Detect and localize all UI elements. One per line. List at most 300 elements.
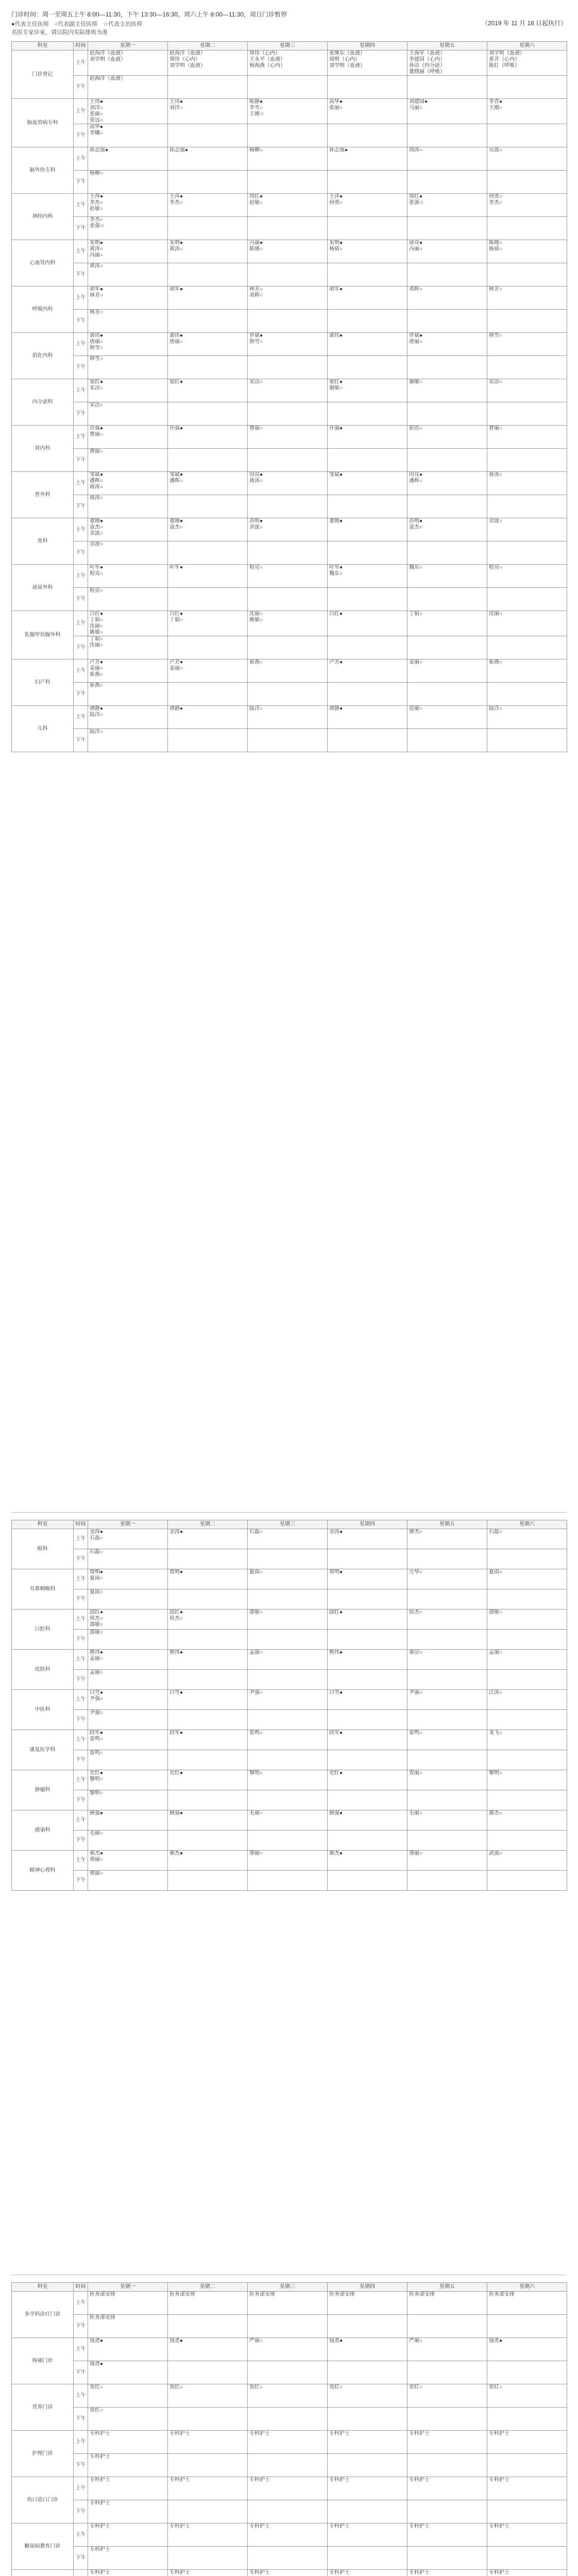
schedule-row xyxy=(12,1790,567,1810)
department-name: 多学科诊疗门诊 xyxy=(12,2292,74,2338)
doctor-cell xyxy=(88,426,168,449)
doctor-entry: 史红● xyxy=(169,1770,183,1776)
doctor-entry: 卢芳● xyxy=(90,659,104,665)
doctor-cell xyxy=(168,240,248,263)
doctor-cell xyxy=(487,1710,567,1730)
session-label: 下午 xyxy=(74,1750,88,1770)
doctor-cell xyxy=(487,2408,567,2431)
doctor-cell xyxy=(487,1549,567,1569)
doctor-cell xyxy=(328,2292,407,2315)
doctor-entry: 专科护士 xyxy=(169,2570,190,2575)
session-label: 上午 xyxy=(74,2431,88,2454)
doctor-entry: 赵敏○ xyxy=(249,200,263,206)
doctor-entry: 尹强○ xyxy=(409,1690,423,1696)
session-label xyxy=(74,2570,88,2576)
doctor-cell xyxy=(168,2547,248,2570)
doctor-entry: 专科护士 xyxy=(409,2477,430,2483)
doctor-cell xyxy=(328,1569,407,1589)
department-name: 伤口造口门诊 xyxy=(12,2477,74,2523)
doctor-cell xyxy=(168,263,248,286)
doctor-entry: 贺丽○ xyxy=(409,1770,423,1776)
doctor-entry: 专科护士 xyxy=(249,2570,270,2575)
doctor-entry: 姜丽○ xyxy=(409,659,423,665)
doctor-cell xyxy=(248,541,328,565)
doctor-cell xyxy=(248,1750,328,1770)
doctor-cell xyxy=(407,495,487,518)
doctor-entry: 吴波○ xyxy=(489,147,503,153)
schedule-table-nursing xyxy=(11,2282,567,2576)
doctor-cell xyxy=(328,706,407,729)
doctor-entry: 钱勇● xyxy=(169,2338,183,2344)
schedule-row xyxy=(12,2315,567,2338)
doctor-entry: 蒋涛○ xyxy=(90,484,104,490)
session-label: 下午 xyxy=(74,495,88,518)
doctor-cell xyxy=(168,171,248,194)
doctor-cell xyxy=(248,356,328,379)
doctor-cell xyxy=(88,2500,168,2523)
doctor-entry: 丁娟○ xyxy=(90,617,104,623)
doctor-entry: 崔燕○ xyxy=(90,672,104,677)
doctor-entry: 李雪○ xyxy=(249,105,263,111)
doctor-entry: 王伟● xyxy=(169,99,183,105)
doctor-cell xyxy=(168,518,248,541)
department-name: 乳腺甲状腺外科 xyxy=(12,611,74,659)
doctor-entry: 尹强○ xyxy=(249,1690,263,1696)
doctor-cell xyxy=(328,1730,407,1750)
doctor-entry: 何勇○ xyxy=(329,200,343,206)
column-header: 星期六 xyxy=(487,1520,567,1529)
doctor-cell xyxy=(407,263,487,286)
column-header: 星期二 xyxy=(168,2283,248,2292)
department-name: 普外科 xyxy=(12,472,74,518)
doctor-cell xyxy=(407,1569,487,1589)
doctor-cell xyxy=(407,1670,487,1690)
schedule-row xyxy=(12,449,567,472)
doctor-cell xyxy=(487,99,567,124)
doctor-entry: 张强☆ xyxy=(409,200,424,206)
doctor-entry: 侯杰○ xyxy=(90,1616,104,1621)
session-label: 上午 xyxy=(74,1569,88,1589)
doctor-entry: 朱明● xyxy=(329,240,343,246)
doctor-cell xyxy=(407,1790,487,1810)
doctor-cell xyxy=(88,2570,168,2576)
schedule-row xyxy=(12,2384,567,2408)
doctor-entry: 郭伟● xyxy=(329,333,343,338)
doctor-cell xyxy=(328,565,407,588)
doctor-cell xyxy=(88,588,168,611)
doctor-entry: 孟丽○ xyxy=(489,1650,503,1655)
doctor-cell xyxy=(487,50,567,76)
doctor-entry: 刘洋○ xyxy=(169,105,183,111)
doctor-entry: 郑伟（心内） xyxy=(249,50,280,56)
doctor-entry: 武强○ xyxy=(489,1851,503,1856)
doctor-cell xyxy=(407,2500,487,2523)
doctor-cell xyxy=(88,2454,168,2477)
doctor-entry: 江涛○ xyxy=(489,1690,503,1696)
doctor-cell xyxy=(248,1529,328,1549)
schedule-row xyxy=(12,1851,567,1871)
doctor-entry: 专科护士 xyxy=(489,2570,509,2575)
doctor-cell xyxy=(168,611,248,636)
doctor-entry: 孟丽○ xyxy=(249,1650,263,1655)
doctor-entry: 邱红● xyxy=(169,1609,183,1615)
session-label: 下午 xyxy=(74,729,88,752)
doctor-cell xyxy=(407,356,487,379)
doctor-cell xyxy=(407,2361,487,2384)
doctor-cell xyxy=(407,611,487,636)
doctor-entry: 杨柳○ xyxy=(249,147,263,153)
doctor-cell xyxy=(487,1529,567,1549)
doctor-cell xyxy=(407,240,487,263)
doctor-cell xyxy=(88,310,168,333)
doctor-entry: 林芳○ xyxy=(90,293,104,298)
doctor-cell xyxy=(407,2523,487,2547)
doctor-entry: 姜丽○ xyxy=(90,666,104,671)
doctor-cell xyxy=(248,1650,328,1670)
doctor-entry: 谢敏○ xyxy=(329,385,343,391)
doctor-entry: 钱勇● xyxy=(489,2338,503,2344)
doctor-entry: 石磊○ xyxy=(489,1529,503,1535)
session-label: 上午 xyxy=(74,1529,88,1549)
schedule-row xyxy=(12,1609,567,1630)
doctor-entry: 常红○ xyxy=(90,2384,104,2390)
doctor-entry: 夏雨○ xyxy=(90,1575,104,1581)
doctor-entry: 余波○ xyxy=(249,524,263,530)
doctor-entry: 谭静● xyxy=(90,706,104,711)
doctor-entry: 董刚● xyxy=(169,518,183,524)
doctor-cell xyxy=(248,147,328,171)
doctor-entry: 杨海燕（心内） xyxy=(249,63,285,69)
doctor-cell xyxy=(407,171,487,194)
doctor-entry: 王萍● xyxy=(169,194,183,199)
session-label: 上午 xyxy=(74,2477,88,2500)
doctor-cell xyxy=(88,2338,168,2361)
session-label: 上午 xyxy=(74,147,88,171)
doctor-cell xyxy=(248,1851,328,1871)
section-divider xyxy=(11,1512,567,1513)
doctor-entry: 黄涛○ xyxy=(90,246,104,252)
doctor-cell xyxy=(168,124,248,147)
doctor-cell xyxy=(168,1810,248,1831)
doctor-cell xyxy=(487,2431,567,2454)
doctor-entry: 罗斌● xyxy=(409,333,423,338)
schedule-row xyxy=(12,2570,567,2576)
doctor-cell xyxy=(328,402,407,426)
doctor-cell xyxy=(328,518,407,541)
schedule-row xyxy=(12,217,567,240)
doctor-entry: 医务部安排 xyxy=(169,2292,195,2297)
doctor-cell xyxy=(407,379,487,402)
department-name: 感染科 xyxy=(12,1810,74,1851)
doctor-cell xyxy=(248,263,328,286)
session-label: 下午 xyxy=(74,1871,88,1891)
doctor-entry: 苏明● xyxy=(249,518,263,524)
doctor-cell xyxy=(407,2384,487,2408)
doctor-entry: 陆洋○ xyxy=(489,706,503,711)
doctor-entry: 雷鸣○ xyxy=(90,1736,104,1742)
doctor-cell xyxy=(88,379,168,402)
doctor-entry: 贾明● xyxy=(169,1569,183,1575)
doctor-cell xyxy=(88,1831,168,1851)
doctor-cell xyxy=(248,1710,328,1730)
doctor-entry: 唐丽○ xyxy=(90,339,104,345)
department-name: 糖尿病教育门诊 xyxy=(12,2523,74,2570)
doctor-entry: 王刚○ xyxy=(489,105,503,111)
doctor-cell xyxy=(88,50,168,76)
doctor-cell xyxy=(88,76,168,99)
doctor-cell xyxy=(88,1790,168,1810)
doctor-entry: 唐丽○ xyxy=(409,339,423,345)
doctor-cell xyxy=(168,1730,248,1750)
doctor-entry: 黎明○ xyxy=(90,1776,104,1782)
doctor-entry: 崔燕○ xyxy=(90,683,104,688)
doctor-entry: 毛丽○ xyxy=(409,1810,423,1816)
doctor-cell xyxy=(248,729,328,752)
doctor-cell xyxy=(88,565,168,588)
doctor-cell xyxy=(328,1549,407,1569)
session-label: 上午 xyxy=(74,99,88,124)
doctor-cell xyxy=(168,2500,248,2523)
doctor-cell xyxy=(407,1770,487,1790)
doctor-cell xyxy=(487,402,567,426)
doctor-entry: 曹丽○ xyxy=(249,426,263,431)
doctor-entry: 吕红● xyxy=(169,611,183,617)
doctor-entry: 胡军● xyxy=(329,286,343,292)
session-label: 上午 xyxy=(74,659,88,683)
doctor-cell xyxy=(248,124,328,147)
doctor-cell xyxy=(88,147,168,171)
doctor-entry: 赵海洋（血液） xyxy=(90,76,126,81)
doctor-cell xyxy=(248,2315,328,2338)
doctor-entry: 谭静● xyxy=(329,706,343,711)
doctor-cell xyxy=(328,2384,407,2408)
doctor-cell xyxy=(168,2454,248,2477)
doctor-entry: 董刚● xyxy=(90,518,104,524)
doctor-cell xyxy=(407,76,487,99)
doctor-cell xyxy=(407,2454,487,2477)
doctor-entry: 张强☆ xyxy=(90,223,105,229)
schedule-row xyxy=(12,286,567,310)
doctor-cell xyxy=(407,541,487,565)
doctor-entry: 雷鸣○ xyxy=(409,1730,423,1736)
session-label: 下午 xyxy=(74,2315,88,2338)
doctor-entry: 曹丽○ xyxy=(90,449,104,454)
department-name: 精神心理科 xyxy=(12,1851,74,1891)
doctor-cell xyxy=(407,2570,487,2576)
doctor-cell xyxy=(487,1871,567,1891)
doctor-cell xyxy=(487,426,567,449)
doctor-entry: 陈静● xyxy=(249,99,263,105)
doctor-cell xyxy=(248,495,328,518)
doctor-cell xyxy=(487,379,567,402)
doctor-cell xyxy=(168,729,248,752)
doctor-cell xyxy=(248,50,328,76)
schedule-row xyxy=(12,1650,567,1670)
doctor-cell xyxy=(248,310,328,333)
doctor-cell xyxy=(88,99,168,124)
session-label: 下午 xyxy=(74,541,88,565)
schedule-row xyxy=(12,310,567,333)
doctor-entry: 邹斌● xyxy=(329,472,343,478)
doctor-cell xyxy=(168,2338,248,2361)
doctor-entry: 林芳○ xyxy=(249,286,263,292)
session-label: 下午 xyxy=(74,2500,88,2523)
session-label: 下午 xyxy=(74,1710,88,1730)
doctor-entry: 林芳○ xyxy=(90,310,104,315)
doctor-entry: 专科护士 xyxy=(329,2431,350,2436)
doctor-entry: 谢敏○ xyxy=(409,379,423,385)
department-name: 耳鼻咽喉科 xyxy=(12,1569,74,1609)
doctor-cell xyxy=(328,217,407,240)
doctor-cell xyxy=(407,588,487,611)
column-header: 时间 xyxy=(74,1520,88,1529)
doctor-cell xyxy=(487,171,567,194)
doctor-entry: 宋洁○ xyxy=(489,379,503,385)
doctor-entry: 杨倩○ xyxy=(329,246,343,252)
doctor-cell xyxy=(407,1650,487,1670)
doctor-cell xyxy=(487,2384,567,2408)
doctor-cell xyxy=(88,263,168,286)
doctor-entry: 陈刚○ xyxy=(489,240,503,246)
doctor-cell xyxy=(487,2570,567,2576)
session-label: 上午 xyxy=(74,472,88,495)
doctor-entry: 刘学明（血液） xyxy=(329,63,365,69)
doctor-entry: 专科护士 xyxy=(489,2477,509,2483)
doctor-cell xyxy=(168,333,248,356)
column-header: 星期二 xyxy=(168,42,248,50)
doctor-entry: 张远○ xyxy=(90,117,104,123)
doctor-entry: 雷鸣○ xyxy=(90,1750,104,1756)
doctor-cell xyxy=(88,1630,168,1650)
doctor-entry: 常红○ xyxy=(249,2384,263,2390)
doctor-cell xyxy=(88,729,168,752)
doctor-entry: 冯丽● xyxy=(249,240,263,246)
doctor-entry: 赵敏○ xyxy=(90,206,104,212)
doctor-cell xyxy=(487,2292,567,2315)
doctor-cell xyxy=(168,402,248,426)
doctor-entry: 姚敏○ xyxy=(90,630,104,635)
doctor-cell xyxy=(328,2431,407,2454)
doctor-cell xyxy=(487,449,567,472)
doctor-entry: 专科护士 xyxy=(90,2431,110,2436)
doctor-entry: 孙洁（内分泌） xyxy=(409,63,445,69)
doctor-entry: 刘学明（血液） xyxy=(90,57,126,62)
session-label: 下午 xyxy=(74,1670,88,1690)
session-label: 下午 xyxy=(74,2547,88,2570)
schedule-row xyxy=(12,1630,567,1650)
doctor-cell xyxy=(487,588,567,611)
doctor-cell xyxy=(487,2315,567,2338)
doctor-cell xyxy=(487,659,567,683)
doctor-entry: 医务部安排 xyxy=(90,2315,115,2320)
doctor-cell xyxy=(88,217,168,240)
doctor-cell xyxy=(88,1710,168,1730)
doctor-entry: 专科护士 xyxy=(90,2477,110,2483)
doctor-cell xyxy=(328,1851,407,1871)
doctor-entry: 丁娟○ xyxy=(169,617,183,623)
doctor-cell xyxy=(407,2338,487,2361)
department-name: 脑血管病专科 xyxy=(12,99,74,147)
doctor-cell xyxy=(328,2523,407,2547)
doctor-cell xyxy=(248,286,328,310)
doctor-cell xyxy=(168,2384,248,2408)
schedule-row xyxy=(12,683,567,706)
doctor-cell xyxy=(168,2315,248,2338)
doctor-cell xyxy=(248,449,328,472)
doctor-cell xyxy=(168,1609,248,1630)
doctor-entry: 医务部安排 xyxy=(249,2292,275,2297)
doctor-cell xyxy=(407,147,487,171)
doctor-cell xyxy=(407,2408,487,2431)
doctor-entry: 专科护士 xyxy=(329,2477,350,2483)
doctor-entry: 李杰○ xyxy=(489,200,503,206)
doctor-cell xyxy=(328,1790,407,1810)
doctor-cell xyxy=(88,1810,168,1831)
doctor-entry: 常红○ xyxy=(169,2384,183,2390)
column-header: 时间 xyxy=(74,42,88,50)
doctor-entry: 廖杰○ xyxy=(409,1529,423,1535)
session-label: 下午 xyxy=(74,636,88,659)
doctor-cell xyxy=(248,1831,328,1851)
department-name: 妇产科 xyxy=(12,659,74,706)
session-label: 下午 xyxy=(74,402,88,426)
schedule-row xyxy=(12,2292,567,2315)
doctor-cell xyxy=(88,194,168,217)
doctor-entry: 董晓丽（呼吸） xyxy=(409,69,445,75)
doctor-entry: 龙飞○ xyxy=(489,1730,503,1736)
session-label: 上午 xyxy=(74,1851,88,1871)
doctor-cell xyxy=(328,286,407,310)
doctor-cell xyxy=(168,1549,248,1569)
doctor-cell xyxy=(487,2454,567,2477)
doctor-entry: 专科护士 xyxy=(409,2431,430,2436)
doctor-entry: 郭伟● xyxy=(169,333,183,338)
schedule-row xyxy=(12,1810,567,1831)
doctor-cell xyxy=(168,588,248,611)
schedule-row xyxy=(12,1750,567,1770)
doctor-entry: 叶军● xyxy=(90,565,104,570)
doctor-entry: 郝杰● xyxy=(329,1851,343,1856)
doctor-entry: 孙志强● xyxy=(90,147,109,153)
schedule-row xyxy=(12,1831,567,1851)
department-name: 内分泌科 xyxy=(12,379,74,426)
doctor-entry: 侯杰○ xyxy=(169,1616,183,1621)
doctor-entry: 王永平（血液） xyxy=(249,57,285,62)
doctor-entry: 钱勇● xyxy=(90,2338,104,2344)
doctor-cell xyxy=(88,1730,168,1750)
schedule-row xyxy=(12,2338,567,2361)
doctor-cell xyxy=(407,310,487,333)
doctor-entry: 尹强○ xyxy=(90,1710,104,1716)
schedule-row xyxy=(12,379,567,402)
doctor-entry: 田亮● xyxy=(409,472,423,478)
doctor-entry: 罗斌● xyxy=(249,333,263,338)
doctor-cell xyxy=(248,99,328,124)
doctor-cell xyxy=(487,2500,567,2523)
doctor-entry: 严丽○ xyxy=(409,2338,423,2344)
doctor-cell xyxy=(248,706,328,729)
doctor-cell xyxy=(88,2523,168,2547)
doctor-cell xyxy=(328,2570,407,2576)
doctor-cell xyxy=(168,50,248,76)
doctor-cell xyxy=(407,1609,487,1630)
doctor-cell xyxy=(168,1770,248,1790)
doctor-cell xyxy=(328,194,407,217)
doctor-cell xyxy=(88,286,168,310)
doctor-entry: 刘学明（血液） xyxy=(169,63,206,69)
doctor-entry: 毛丽○ xyxy=(90,1831,104,1836)
doctor-entry: 许强● xyxy=(169,426,183,431)
